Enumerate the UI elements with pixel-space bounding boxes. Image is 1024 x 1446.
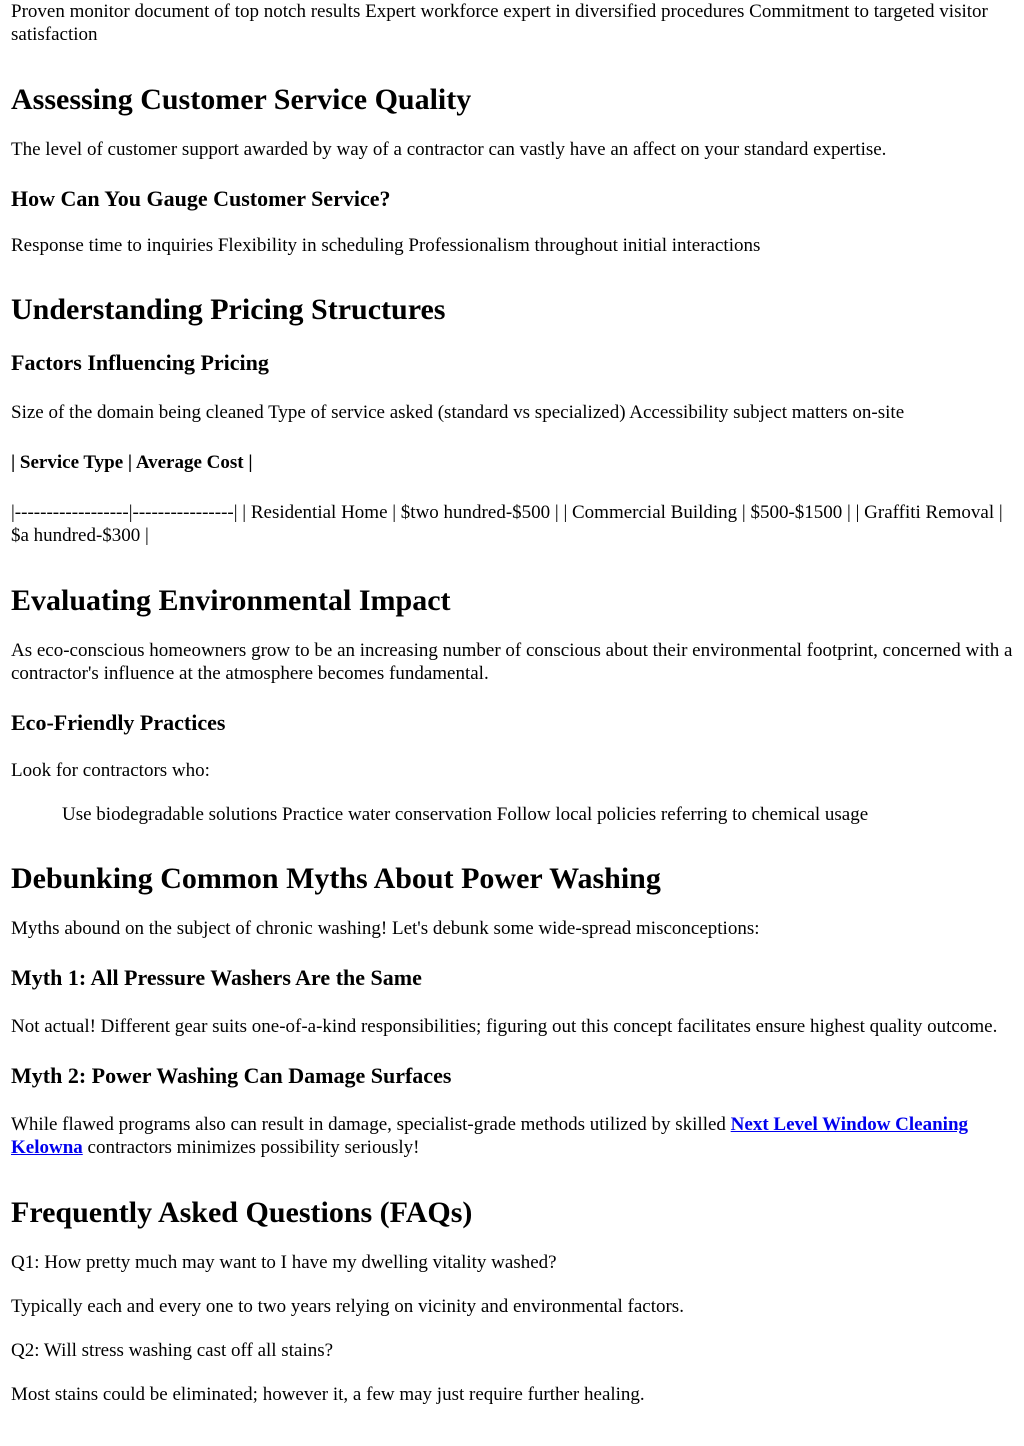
customer-service-list: Response time to inquiries Flexibility in scheduling Professionalism throughout initial interactions <box>11 235 761 256</box>
faq-question-1: Q1: How pretty much may want to I have my dwelling vitality washed? <box>11 1252 557 1273</box>
customer-service-paragraph: The level of customer support awarded by way of a contractor can vastly have an affect on your standard expertise. <box>11 139 887 160</box>
myths-intro: Myths abound on the subject of chronic washing! Let's debunk some wide-spread misconceptions: <box>11 918 760 939</box>
eco-friendly-practices: Use biodegradable solutions Practice water conservation Follow local policies referring to chemical usage <box>62 804 869 825</box>
heading-environment: Evaluating Environmental Impact <box>11 584 451 617</box>
subheading-pricing-factors: Factors Influencing Pricing <box>11 350 269 375</box>
heading-myths: Debunking Common Myths About Power Washing <box>11 862 661 895</box>
heading-pricing: Understanding Pricing Structures <box>11 293 446 326</box>
faq-question-2: Q2: Will stress washing cast off all stains? <box>11 1340 334 1361</box>
myth-2-text-before: While flawed programs also can result in damage, specialist-grade methods utilized by skilled <box>11 1114 731 1135</box>
eco-friendly-lead: Look for contractors who: <box>11 760 210 781</box>
faq-answer-1: Typically each and every one to two years relying on vicinity and environmental factors. <box>11 1296 684 1317</box>
next-level-window-cleaning-link[interactable]: Next Level Window Cleaning Kelowna <box>11 1114 969 1158</box>
myth-2-text-after: contractors minimizes possibility seriously! <box>82 1137 420 1158</box>
faq-answer-2: Most stains could be eliminated; however it, a few may just require further healing. <box>11 1384 645 1405</box>
pricing-table-header: | Service Type | Average Cost | <box>11 452 253 473</box>
subheading-myth-2: Myth 2: Power Washing Can Damage Surfaces <box>11 1063 452 1088</box>
heading-faq: Frequently Asked Questions (FAQs) <box>11 1196 473 1229</box>
pricing-factors-list: Size of the domain being cleaned Type of service asked (standard vs specialized) Accessibility subject matters on-site <box>11 402 905 423</box>
pricing-table-body: |------------------|----------------| | Residential Home | $two hundred-$500 | | Commercial Building | $500-$1500 | | Graffiti Removal | $a hundred-$300 | <box>11 502 1003 546</box>
heading-customer-service: Assessing Customer Service Quality <box>11 83 472 116</box>
subheading-gauge-customer-service: How Can You Gauge Customer Service? <box>11 186 391 211</box>
environment-paragraph: As eco-conscious homeowners grow to be an increasing number of conscious about their environmental footprint, concerned with a contractor's influence at the atmosphere becomes fundamental. <box>11 640 1013 684</box>
intro-paragraph: Proven monitor document of top notch results Expert workforce expert in diversified procedures Commitment to targeted visitor satisfaction <box>11 1 988 45</box>
subheading-eco-friendly: Eco-Friendly Practices <box>11 710 226 735</box>
myth-1-paragraph: Not actual! Different gear suits one-of-a-kind responsibilities; figuring out this concept facilitates ensure highest quality outcome. <box>11 1016 998 1037</box>
myth-2-paragraph <box>11 1113 1014 1159</box>
subheading-myth-1: Myth 1: All Pressure Washers Are the Same <box>11 965 422 990</box>
